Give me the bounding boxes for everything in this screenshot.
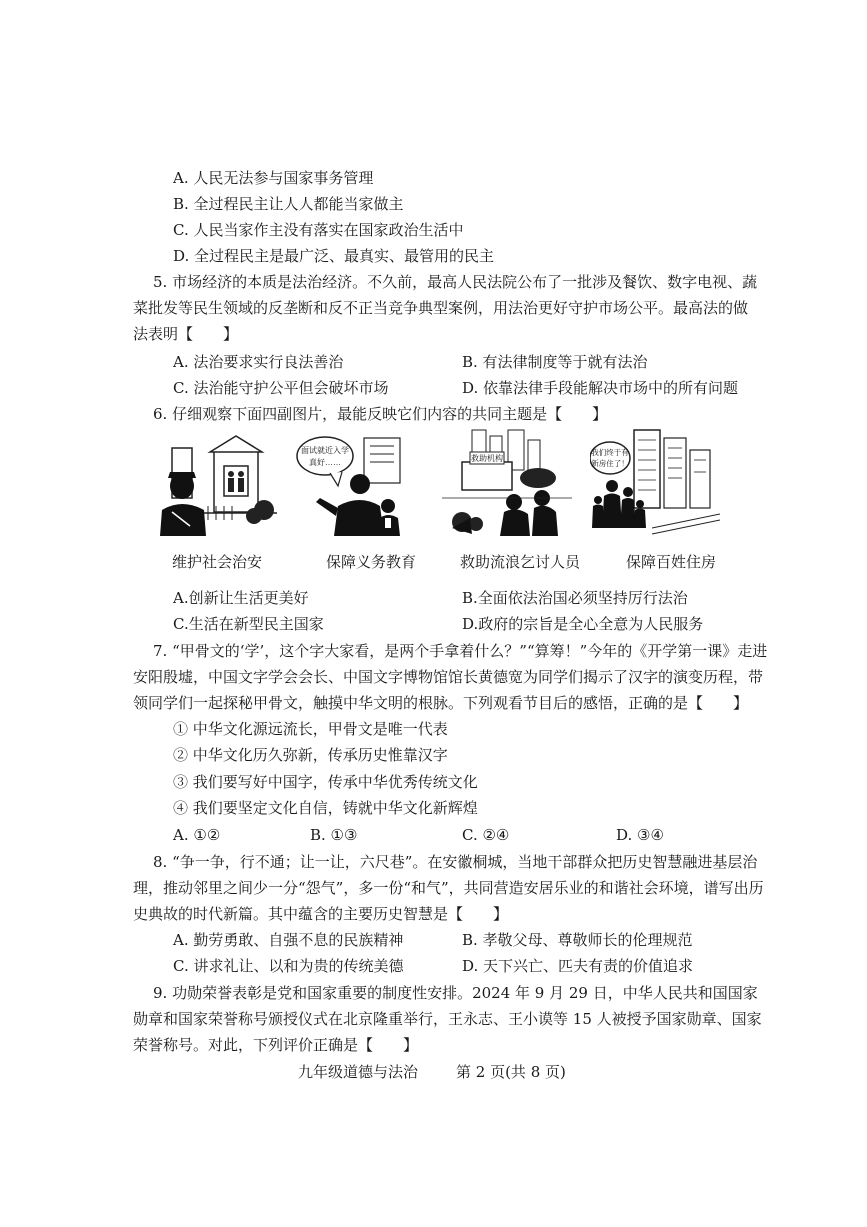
housing-bubble-line-2: 新房住了！ bbox=[591, 459, 629, 468]
q9-stem-line-3: 荣誉称号。对此，下列评价正确是【 】 bbox=[133, 1036, 419, 1054]
q8-stem-line-2: 理，推动邻里之间少一分“怨气”，多一份“和气”，共同营造安居乐业的和谐社会环境，谱写出历 bbox=[133, 879, 764, 897]
caption-homeless-aid: 救助流浪乞讨人员 bbox=[460, 553, 581, 571]
q9-stem-line-2: 勋章和国家荣誉称号颁授仪式在北京隆重举行，王永志、王小谟等 15 人被授予国家勋章、国家 bbox=[133, 1010, 762, 1028]
caption-public-security: 维护社会治安 bbox=[172, 553, 263, 571]
q7-option-a: A. ①② bbox=[173, 826, 221, 844]
q7-item-3: ③ 我们要写好中国字，传承中华优秀传统文化 bbox=[173, 773, 478, 791]
q4-option-c: C. 人民当家作主没有落实在国家政治生活中 bbox=[173, 221, 464, 239]
q8-option-c: C. 讲求礼让、以和为贵的传统美德 bbox=[173, 957, 404, 975]
q7-option-b: B. ①③ bbox=[310, 826, 358, 844]
q5-stem-line-3: 法表明【 】 bbox=[133, 325, 239, 343]
caption-compulsory-education: 保障义务教育 bbox=[326, 553, 417, 571]
caption-housing: 保障百姓住房 bbox=[626, 553, 717, 571]
picture-police bbox=[152, 428, 282, 538]
q6-stem: 6. 仔细观察下面四副图片，最能反映它们内容的共同主题是【 】 bbox=[153, 405, 608, 423]
q5-option-d: D. 依靠法律手段能解决市场中的所有问题 bbox=[462, 379, 739, 397]
q4-option-a: A. 人民无法参与国家事务管理 bbox=[173, 169, 374, 187]
q6-option-a: A.创新让生活更美好 bbox=[173, 589, 309, 607]
footer-subject: 九年级道德与法治 bbox=[298, 1063, 419, 1081]
housing-bubble-line-1: 我们终于有 bbox=[591, 448, 629, 457]
q7-item-2: ② 中华文化历久弥新，传承历史惟靠汉字 bbox=[173, 746, 448, 764]
q7-stem-line-3: 领同学们一起探秘甲骨文，触摸中华文明的根脉。下列观看节目后的感悟，正确的是【 】 bbox=[133, 694, 749, 712]
q8-option-d: D. 天下兴亡、匹夫有责的价值追求 bbox=[462, 957, 694, 975]
picture-housing bbox=[590, 428, 720, 538]
q7-option-c: C. ②④ bbox=[462, 826, 510, 844]
education-bubble-line-2: 真好…… bbox=[309, 458, 341, 467]
q4-option-d: D. 全过程民主是最广泛、最真实、最管用的民主 bbox=[173, 247, 495, 265]
q5-option-b: B. 有法律制度等于就有法治 bbox=[462, 353, 648, 371]
q7-stem-line-2: 安阳殷墟，中国文字学会会长、中国文字博物馆馆长黄德宽为同学们揭示了汉字的演变历程，带 bbox=[133, 668, 764, 686]
picture-education bbox=[290, 428, 420, 538]
q6-option-b: B.全面依法治国必须坚持厉行法治 bbox=[462, 589, 688, 607]
q7-item-1: ① 中华文化源远流长，甲骨文是唯一代表 bbox=[173, 720, 448, 738]
q7-option-d: D. ③④ bbox=[616, 826, 664, 844]
q5-stem-line-2: 菜批发等民生领域的反垄断和反不正当竞争典型案例，用法治更好守护市场公平。最高法的做 bbox=[133, 299, 749, 317]
q5-option-c: C. 法治能守护公平但会破坏市场 bbox=[173, 379, 389, 397]
q7-stem-line-1: 7. “甲骨文的‘学’，这个字大家看，是两个手拿着什么？”“算筹！”今年的《开学第一课》走进 bbox=[153, 642, 768, 660]
q8-option-a: A. 勤劳勇敢、自强不息的民族精神 bbox=[173, 931, 404, 949]
q8-stem-line-3: 史典故的时代新篇。其中蕴含的主要历史智慧是【 】 bbox=[133, 905, 509, 923]
q8-stem-line-1: 8. “争一争，行不通；让一让，六尺巷”。在安徽桐城，当地干部群众把历史智慧融进基层治 bbox=[153, 853, 758, 871]
footer-page-number: 第 2 页(共 8 页) bbox=[456, 1063, 566, 1081]
q9-stem-line-1: 9. 功勋荣誉表彰是党和国家重要的制度性安排。2024 年 9 月 29 日，中华人民共和国国家 bbox=[153, 984, 758, 1002]
q6-option-d: D.政府的宗旨是全心全意为人民服务 bbox=[462, 615, 704, 633]
q4-option-b: B. 全过程民主让人人都能当家做主 bbox=[173, 195, 404, 213]
q7-item-4: ④ 我们要坚定文化自信，铸就中华文化新辉煌 bbox=[173, 799, 478, 817]
q5-stem-line-1: 5. 市场经济的本质是法治经济。不久前，最高人民法院公布了一批涉及餐饮、数字电视、蔬 bbox=[153, 273, 758, 291]
aid-agency-sign: 救助机构 bbox=[471, 454, 503, 463]
q6-option-c: C.生活在新型民主国家 bbox=[173, 615, 324, 633]
education-bubble-line-1: 面试就近入学 bbox=[301, 446, 349, 455]
picture-homeless-aid bbox=[442, 428, 572, 538]
q5-option-a: A. 法治要求实行良法善治 bbox=[173, 353, 344, 371]
q8-option-b: B. 孝敬父母、尊敬师长的伦理规范 bbox=[462, 931, 693, 949]
